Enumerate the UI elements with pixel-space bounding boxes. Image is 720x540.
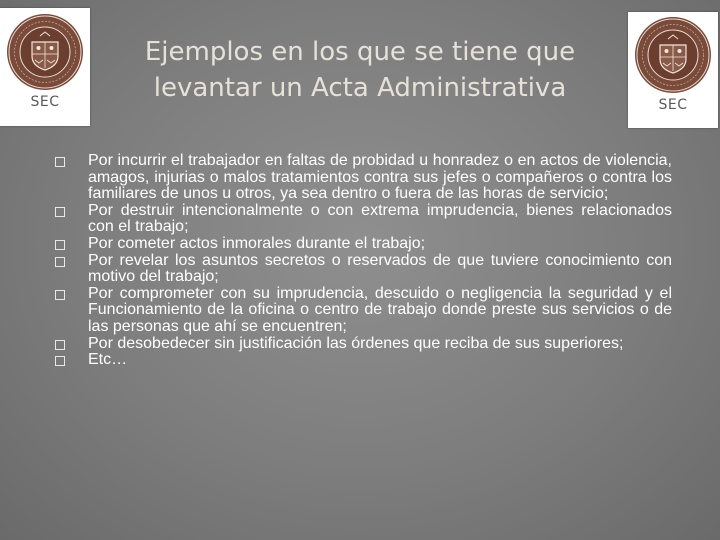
- logo-label: SEC: [658, 97, 688, 113]
- list-item-text: Por desobedecer sin justificación las órdenes que reciba de sus superiores;: [88, 334, 624, 352]
- logo-left: [0, 8, 90, 126]
- list-item-text: Por incurrir el trabajador en faltas de probidad u honradez o en actos de violencia, amagos, injurias o malos tratamientos contra sus jefes o compañeros o contra los familiares de unos u otros, ya sea dentro o fuera de las horas de servicio;: [88, 152, 672, 203]
- list-item: [0, 336, 720, 353]
- square-bullet-icon: [55, 207, 65, 217]
- square-bullet-icon: [55, 356, 65, 366]
- list-item: [0, 286, 720, 336]
- sec-seal-icon: [5, 12, 85, 92]
- list-item: [0, 203, 720, 236]
- square-bullet-icon: [55, 240, 65, 250]
- square-bullet-icon: [55, 290, 65, 300]
- slide-title: [100, 34, 620, 106]
- list-item: [0, 253, 720, 286]
- square-bullet-icon: [55, 340, 65, 350]
- list-item-text: Por cometer actos inmorales durante el trabajo;: [88, 234, 426, 252]
- list-item-text: Por comprometer con su imprudencia, descuido o negligencia la seguridad y el Funcionamiento de la oficina o centro de trabajo donde preste sus servicios o de las personas que ahí se encuentren;: [88, 284, 672, 335]
- list-item-text: Etc…: [88, 351, 128, 369]
- logo-right: [628, 12, 718, 128]
- title-line-2: levantar un Acta Administrativa: [153, 73, 567, 103]
- list-item: [0, 153, 720, 203]
- title-line-1: Ejemplos en los que se tiene que: [144, 37, 576, 67]
- list-item-text: Por destruir intencionalmente o con extrema imprudencia, bienes relacionados con el trabajo;: [88, 201, 672, 236]
- list-item: [0, 352, 720, 369]
- sec-seal-icon: [633, 15, 713, 95]
- list-item: [0, 236, 720, 253]
- list-item-text: Por revelar los asuntos secretos o reservados de que tuviere conocimiento con motivo del trabajo;: [88, 251, 672, 286]
- square-bullet-icon: [55, 257, 65, 267]
- bullet-list: [0, 153, 720, 369]
- square-bullet-icon: [55, 157, 65, 167]
- logo-label: SEC: [30, 94, 60, 110]
